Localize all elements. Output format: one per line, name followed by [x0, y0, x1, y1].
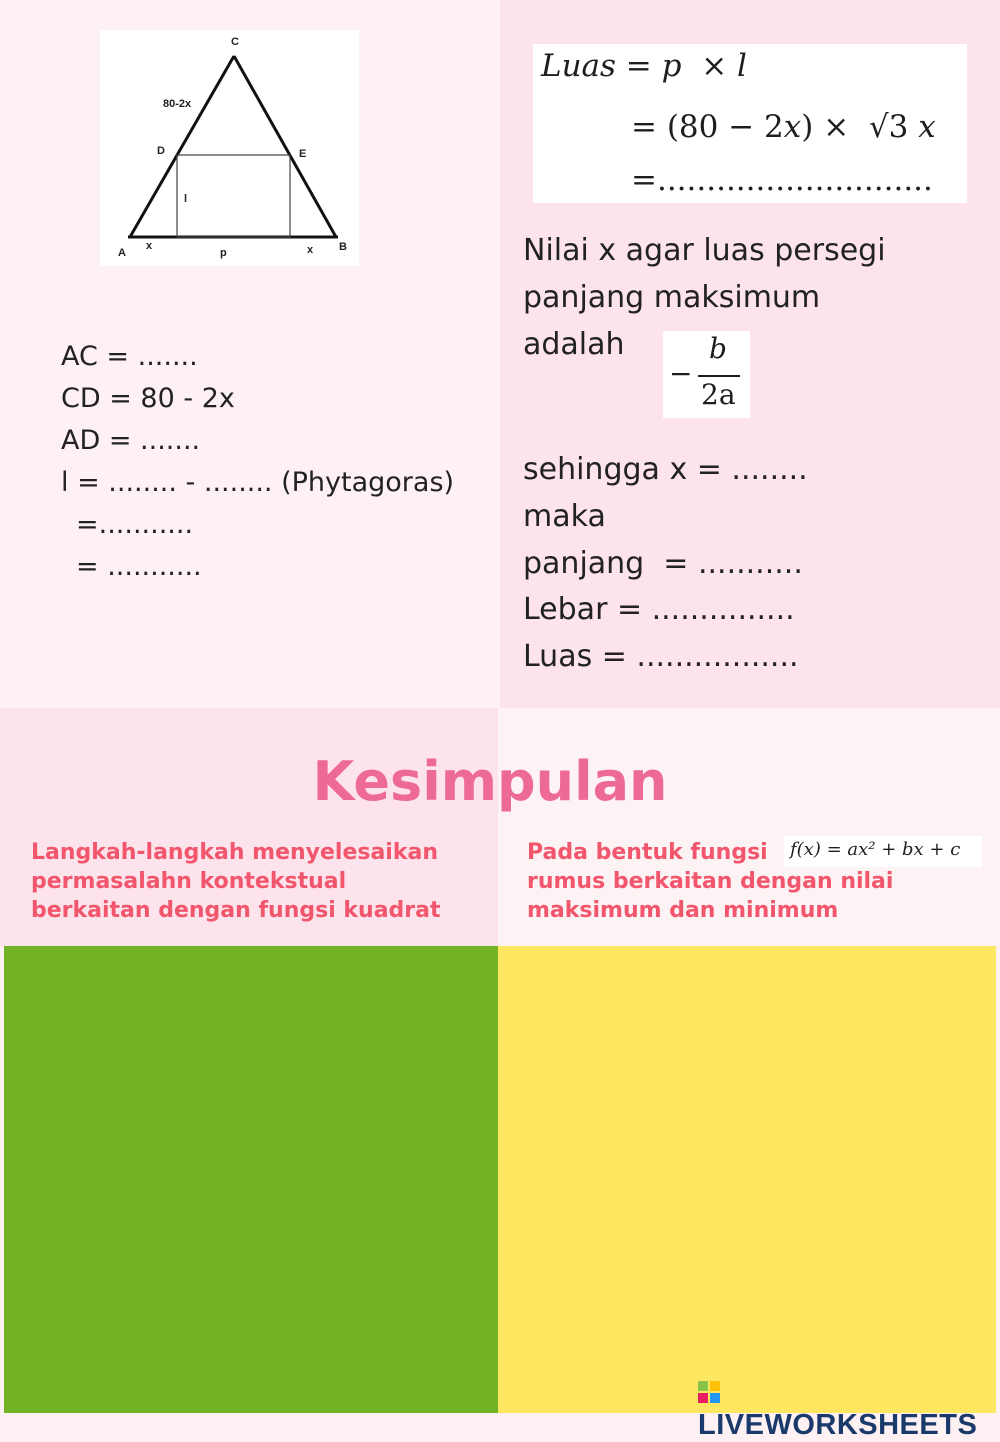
label-x-left: x: [146, 240, 153, 252]
right-text-line-2: panjang maksimum: [523, 280, 821, 315]
formula-sqrt: ) × √3: [801, 109, 919, 145]
conclusion-left-prompt: [31, 838, 441, 925]
conclusion-right-line-2: rumus berkaitan dengan nilai: [527, 869, 894, 894]
step-l-result-1: =...........: [76, 509, 194, 540]
step-cd: CD = 80 - 2x: [61, 383, 235, 414]
answer-box-formula[interactable]: [498, 946, 996, 1413]
fraction-bar: [698, 375, 740, 377]
fraction-numerator: b: [709, 332, 727, 365]
formula-line-3: =............................: [631, 162, 933, 198]
label-x-right: x: [307, 244, 314, 256]
liveworksheets-logo-icon: [698, 1378, 720, 1400]
quadratic-function-text: f(x) = ax² + bx + c: [790, 839, 961, 860]
label-d: D: [157, 145, 165, 157]
formula-x-1: x: [783, 109, 802, 145]
area-formula-card: [533, 44, 967, 203]
right-text-line-3: adalah: [523, 327, 625, 362]
maka-text: maka: [523, 499, 606, 534]
triangle-diagram: [100, 30, 359, 266]
luas-value: Luas = .................: [523, 639, 799, 674]
formula-line-1: [541, 48, 747, 84]
quadratic-function-formula: [784, 836, 982, 867]
label-l: l: [184, 193, 188, 205]
step-l-result-2: = ...........: [76, 551, 202, 582]
triangle-svg: [100, 30, 359, 266]
conclusion-left-line-1: Langkah-langkah menyelesaikan: [31, 840, 438, 865]
conclusion-title: Kesimpulan: [312, 750, 668, 813]
label-e: E: [299, 148, 307, 160]
conclusion-right-line-1: Pada bentuk fungsi: [527, 840, 768, 865]
panjang-value: panjang = ...........: [523, 546, 803, 581]
formula-l: l: [737, 48, 747, 84]
triangle-side-bc: [234, 56, 336, 237]
label-c: C: [231, 36, 239, 48]
step-l-phytagoras: l = ........ - ........ (Phytagoras): [61, 467, 455, 498]
formula-luas: Luas: [541, 48, 616, 84]
formula-times: ×: [681, 48, 738, 84]
fraction-minus: −: [669, 357, 693, 390]
label-side-length: 80-2x: [163, 98, 192, 110]
step-ad: AD = .......: [61, 425, 201, 456]
formula-eq: =: [615, 48, 662, 84]
lebar-value: Lebar = ...............: [523, 592, 795, 627]
fraction-denominator: [701, 378, 736, 411]
liveworksheets-logo: [698, 1376, 1000, 1442]
triangle-side-ac: [130, 56, 234, 237]
conclusion-left-line-3: berkaitan dengan fungsi kuadrat: [31, 898, 441, 923]
label-a: A: [118, 247, 126, 259]
conclusion-left-line-2: permasalahn kontekstual: [31, 869, 347, 894]
formula-part-a: = (80 − 2: [631, 109, 784, 145]
liveworksheets-logo-text: LIVEWORKSHEETS: [698, 1409, 978, 1441]
sehingga-x: sehingga x = ........: [523, 452, 808, 487]
formula-line-2: [631, 109, 936, 145]
vertex-fraction: [663, 331, 750, 418]
label-p: p: [220, 247, 227, 259]
right-text-line-1: Nilai x agar luas persegi: [523, 233, 886, 268]
inscribed-rectangle: [177, 155, 290, 237]
fraction-denominator-text: 2a: [701, 378, 736, 411]
answer-box-steps[interactable]: [4, 946, 498, 1413]
conclusion-right-line-3: maksimum dan minimum: [527, 898, 839, 923]
label-b: B: [339, 241, 347, 253]
formula-x-2: x: [918, 109, 936, 145]
formula-p: p: [661, 48, 682, 84]
step-ac: AC = .......: [61, 341, 198, 372]
